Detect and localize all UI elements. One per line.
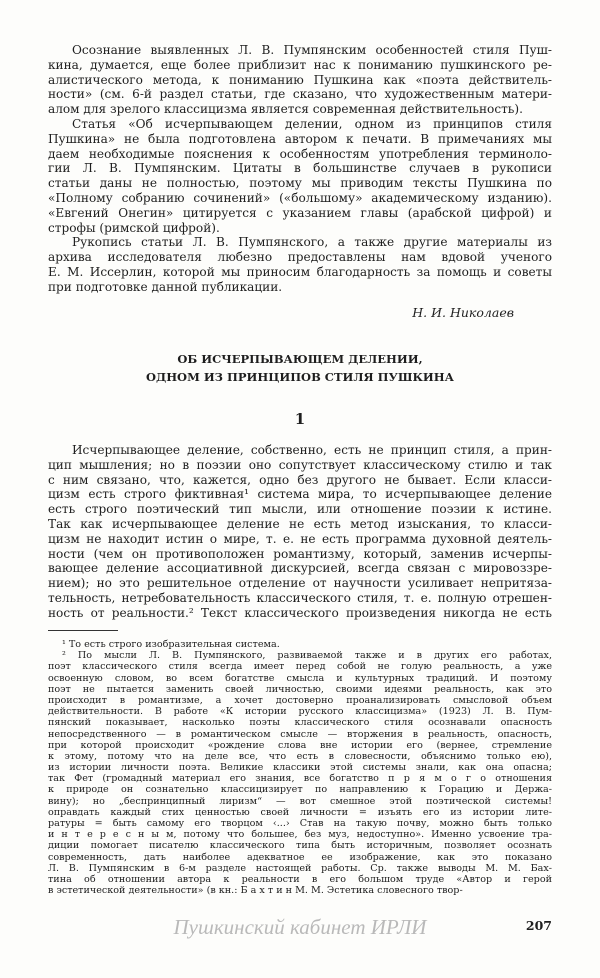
text-line: Исчерпывающее деление, собственно, есть не принцип стиля, а прин- <box>72 443 552 457</box>
paragraph <box>48 443 552 621</box>
text-line: нием); но это решительное отделение от научности усиливает непритяза- <box>48 576 552 591</box>
text-line: поэт не пытается заменить своей личностью, своими идеями реальность, как это <box>48 683 552 695</box>
text-line: алистического метода, к пониманию Пушкина как «поэта действитель- <box>48 72 552 87</box>
page-number: 207 <box>525 918 552 933</box>
text-line: алом для зрелого классицизма является современная действительность). <box>48 102 523 117</box>
text-line: Статья «Об исчерпывающем делении, одном из принципов стиля <box>72 116 552 131</box>
text-line: ности (чем он противоположен романтизму, который, заменив исчерпы- <box>48 546 552 561</box>
text-line: строфы (римской цифрой). <box>48 220 220 235</box>
text-line: с ним связано, что, кажется, одно без другого не бывает. Если класси- <box>48 472 552 487</box>
text-line: оправдать каждый стих ценностью своей личности = изъять его из истории лите- <box>48 806 552 818</box>
text-line: Е. М. Иссерлин, которой мы приносим благодарность за помощь и советы <box>48 264 552 279</box>
text-line: ¹ То есть строго изобразительная система. <box>62 639 280 650</box>
editor-introduction <box>48 43 552 295</box>
text-line: статьи даны не полностью, поэтому мы приводим тексты Пушкина по <box>48 176 552 191</box>
text-line: пянский показывает, насколько поэты классического стиля осознавали опасность <box>48 717 552 729</box>
article-body <box>48 443 552 621</box>
text-line: даем необходимые пояснения к особенностям употребления терминоло- <box>48 146 552 161</box>
footnote-divider <box>48 630 118 631</box>
watermark: Пушкинский кабинет ИРЛИ <box>173 915 427 939</box>
text-line: так Фет (громадный материал его знания, все богатство п р я м о г о отношения <box>48 773 552 785</box>
paragraph <box>48 650 552 896</box>
text-line: в эстетической деятельности» (в кн.: Б а х т и н М. М. Эстетика словесного твор- <box>48 885 463 897</box>
article-title-line-1: ОБ ИСЧЕРПЫВАЮЩЕМ ДЕЛЕНИИ, <box>177 352 423 366</box>
paragraph <box>48 43 552 117</box>
text-line: и н т е р е с н ы м, потому что большее, без муз, недоступно». Именно усвоение тра- <box>48 829 552 841</box>
text-line: к этому, потому что на деле все, что есть в словесности, объяснимо только ею), <box>48 750 552 762</box>
paragraph <box>48 639 552 650</box>
editor-signature: Н. И. Николаев <box>412 305 514 320</box>
text-line: тина об отношении автора к реальности в его большом труде «Автор и герой <box>48 873 552 885</box>
text-line: есть строго поэтический тип мысли, или отношение поэзии к истине. <box>48 502 552 517</box>
text-line: Так как исчерпывающее деление не есть метод изыскания, то класси- <box>48 516 552 531</box>
text-line: цизм есть строго фиктивная¹ система мира, то исчерпывающее деление <box>48 487 552 502</box>
text-line: Пушкина» не была подготовлена автором к печати. В примечаниях мы <box>48 131 552 146</box>
text-line: вающее деление ассоциативной дискурсией, всегда связан с мировоззре- <box>48 561 552 576</box>
paragraph <box>48 235 552 294</box>
text-line: действительности. В работе «К истории русского классицизма» (1923) Л. В. Пум- <box>48 706 552 718</box>
text-line: при которой происходит «рождение слова вне истории его (вернее, стремление <box>48 739 552 751</box>
section-number: 1 <box>294 410 306 428</box>
text-line: современность, дать наиболее адекватное ее изображение, как это показано <box>48 851 552 863</box>
text-line: освоенную словом, во всем богатстве смысла и культурных традиций. И поэтому <box>48 672 552 684</box>
text-line: цип мышления; но в поэзии оно сопутствует классическому стилю и так <box>48 457 552 472</box>
text-line: происходит в романтизме, а хочет достоверно проанализировать смысловой объем <box>48 694 552 706</box>
text-line: Осознание выявленных Л. В. Пумпянским особенностей стиля Пуш- <box>72 43 552 57</box>
article-title-line-2: ОДНОМ ИЗ ПРИНЦИПОВ СТИЛЯ ПУШКИНА <box>145 370 455 384</box>
text-line: «Полному собранию сочинений» («большому» академическому изданию). <box>48 190 552 205</box>
text-line: тельность, нетребовательность классического стиля, т. е. полную отрешен- <box>48 590 552 605</box>
text-line: гии Л. В. Пумпянским. Цитаты в большинстве случаев в рукописи <box>48 161 552 176</box>
text-line: Рукопись статьи Л. В. Пумпянского, а также другие материалы из <box>72 235 552 250</box>
text-line: поэт классического стиля всегда имеет перед собой не голую реальность, а уже <box>48 661 552 673</box>
text-line: цизм не находит истин о мире, т. е. не есть программа духовной деятель- <box>48 531 552 546</box>
text-line: Л. В. Пумпянским в 6-м разделе настоящей работы. Ср. также выводы М. М. Бах- <box>48 862 552 874</box>
text-line: ² По мысли Л. В. Пумпянского, развиваемой также и в других его работах, <box>62 650 552 662</box>
text-line: кина, думается, еще более приблизит нас к пониманию пушкинского ре- <box>48 57 552 72</box>
text-line: диции помогает писателю классического типа быть историчным, позволяет осознать <box>48 840 552 852</box>
text-line: ратуры = быть самому его творцом ‹...› Став на такую почву, можно быть только <box>48 818 552 829</box>
text-line: «Евгений Онегин» цитируется с указанием главы (арабской цифрой) и <box>48 205 552 220</box>
text-line: непосредственного — в романтическом смысле — вторжения в реальность, опасность, <box>48 728 552 740</box>
footnotes <box>48 639 552 896</box>
text-line: ность от реальности.² Текст классического произведения никогда не есть <box>48 605 552 620</box>
text-line: к природе он сознательно классицизирует по направлению к Горацию и Держа- <box>48 784 552 796</box>
text-line: вину); но „беспринципный лиризм“ — вот смешное этой поэтической системы! <box>48 795 552 807</box>
text-line: при подготовке данной публикации. <box>48 279 283 294</box>
paragraph <box>48 117 552 235</box>
text-line: ности» (см. 6-й раздел статьи, где сказано, что художественным матери- <box>48 87 552 102</box>
text-line: из истории личности поэта. Великие классики этой системы знали, как она опасна; <box>48 762 552 774</box>
text-line: архива исследователя любезно предоставлены нам вдовой ученого <box>48 250 552 265</box>
